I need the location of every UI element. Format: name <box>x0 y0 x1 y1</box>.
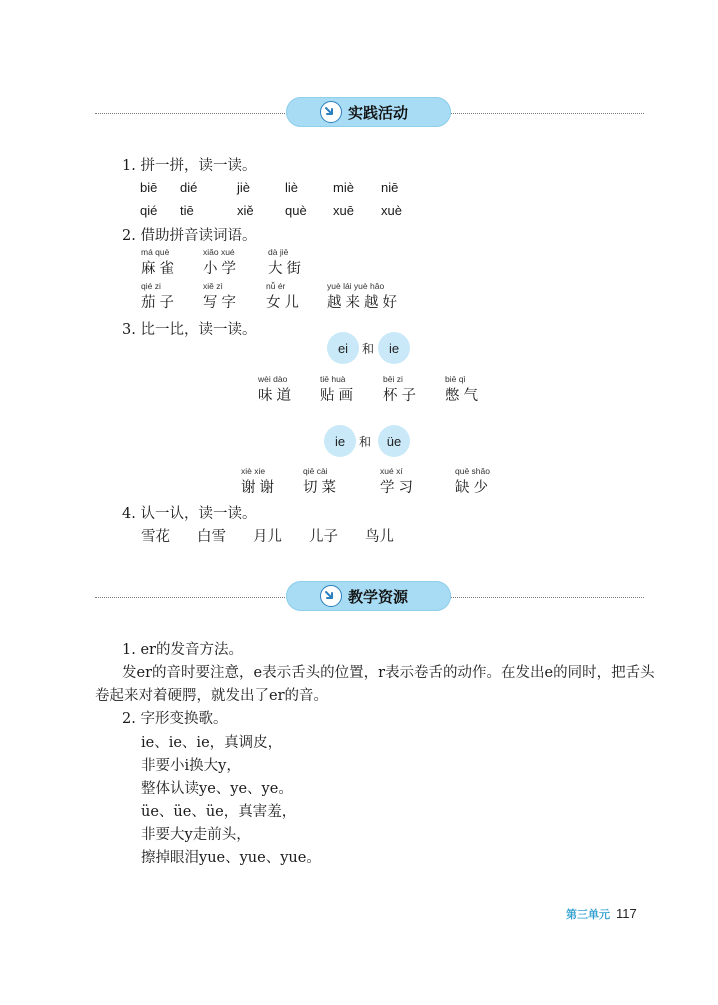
song-line: ie、ie、ie，真调皮， <box>141 735 283 751</box>
section2-banner <box>286 581 451 611</box>
word-hanzi: 杯子 <box>383 388 420 404</box>
section2-divider-right <box>450 597 644 598</box>
q1-syllable: niē <box>381 180 399 195</box>
q4-word: 儿子 <box>309 529 338 545</box>
q2-label: 2. 借助拼音读词语。 <box>122 228 257 244</box>
word-pinyin: wèi dào <box>258 374 288 384</box>
page-footer <box>566 906 637 922</box>
resource-item-1: 1. er的发音方法。 <box>122 642 243 658</box>
q3-word <box>241 466 278 497</box>
word-hanzi: 麻雀 <box>141 261 178 277</box>
q2-word <box>141 247 178 278</box>
word-pinyin: dà jiē <box>268 247 289 257</box>
q2-word <box>203 247 240 278</box>
q3-label: 3. 比一比，读一读。 <box>122 322 257 338</box>
q1-syllable: biē <box>140 180 158 195</box>
word-hanzi: 味道 <box>258 388 295 404</box>
word-pinyin: qié zi <box>141 281 161 291</box>
word-pinyin: xiě zì <box>203 281 223 291</box>
q4-word: 雪花 <box>141 529 170 545</box>
word-pinyin: xué xí <box>380 466 403 476</box>
song-line: 非要大y走前头， <box>141 827 251 843</box>
word-pinyin: quē shǎo <box>455 466 490 476</box>
word-hanzi: 谢谢 <box>241 480 278 496</box>
word-pinyin: xiè xie <box>241 466 266 476</box>
and-label: 和 <box>362 342 375 356</box>
q3-word <box>380 466 417 497</box>
q1-syllable: miè <box>333 180 354 195</box>
q4-word: 鸟儿 <box>365 529 394 545</box>
q3-word <box>320 374 357 405</box>
q3-word <box>258 374 295 405</box>
section1-divider-left <box>95 113 287 114</box>
word-hanzi: 切菜 <box>303 480 340 496</box>
q2-word <box>268 247 305 278</box>
word-hanzi: 写字 <box>203 295 240 311</box>
q1-label: 1. 拼一拼，读一读。 <box>122 158 257 174</box>
q1-syllable: liè <box>285 180 299 195</box>
word-hanzi: 女儿 <box>266 295 303 311</box>
q1-syllable: tiē <box>180 203 194 218</box>
song-line: 整体认读ye、ye、ye。 <box>141 781 293 797</box>
word-pinyin: má què <box>141 247 170 257</box>
word-hanzi: 缺少 <box>455 480 492 496</box>
page-number: 117 <box>616 906 637 921</box>
word-hanzi: 憋气 <box>445 388 482 404</box>
word-hanzi: 贴画 <box>320 388 357 404</box>
resource-item-2: 2. 字形变换歌。 <box>122 711 228 727</box>
word-pinyin: biē qì <box>445 374 466 384</box>
q1-syllable: xuè <box>381 203 402 218</box>
word-pinyin: bēi zi <box>383 374 403 384</box>
q3-word <box>445 374 482 405</box>
q3-word <box>303 466 340 497</box>
section1-divider-right <box>450 113 644 114</box>
q2-word <box>203 281 240 312</box>
word-hanzi: 小学 <box>203 261 240 277</box>
section1-title: 实践活动 <box>348 103 409 122</box>
unit-label: 第三单元 <box>566 908 610 921</box>
q1-syllable: dié <box>180 180 198 195</box>
q3-word <box>383 374 420 405</box>
q4-word: 月儿 <box>253 529 282 545</box>
q4-label: 4. 认一认，读一读。 <box>122 506 257 522</box>
q2-word <box>266 281 303 312</box>
q1-syllable: què <box>285 203 307 218</box>
q1-pinyin <box>140 203 440 219</box>
song-line: 非要小i换大y， <box>141 758 241 774</box>
word-hanzi: 学习 <box>380 480 417 496</box>
section2-title: 教学资源 <box>348 587 409 606</box>
word-pinyin: tiē huà <box>320 374 346 384</box>
q2-word <box>327 281 401 312</box>
q3-word <box>455 466 492 497</box>
q4-word: 白雪 <box>197 529 226 545</box>
q1-syllable: xiě <box>237 203 254 218</box>
song-line: üe、üe、üe，真害羞， <box>141 804 297 820</box>
q1-syllable: qié <box>140 203 158 218</box>
section1-banner <box>286 97 451 127</box>
q1-syllable: jiè <box>237 180 251 195</box>
word-pinyin: qiē cài <box>303 466 328 476</box>
vowel-bubble: ei <box>327 332 359 364</box>
and-label: 和 <box>359 435 372 449</box>
word-hanzi: 大街 <box>268 261 305 277</box>
vowel-bubble: ie <box>378 332 410 364</box>
word-pinyin: yuè lái yuè hǎo <box>327 281 385 291</box>
check-arrow-icon <box>320 101 342 123</box>
check-arrow-icon <box>320 585 342 607</box>
word-pinyin: xiǎo xué <box>203 247 235 257</box>
q2-word <box>141 281 178 312</box>
song-line: 擦掉眼泪yue、yue、yue。 <box>141 850 321 866</box>
q1-pinyin <box>140 180 440 196</box>
q1-syllable: xuē <box>333 203 354 218</box>
section2-divider-left <box>95 597 287 598</box>
vowel-bubble: üe <box>378 425 410 457</box>
resource-paragraph-line: 卷起来对着硬腭，就发出了er的音。 <box>95 688 329 704</box>
word-hanzi: 越来越好 <box>327 295 401 311</box>
word-hanzi: 茄子 <box>141 295 178 311</box>
resource-paragraph-line: 发er的音时要注意，e表示舌头的位置，r表示卷舌的动作。在发出e的同时，把舌头 <box>122 665 655 681</box>
word-pinyin: nǚ ér <box>266 281 286 291</box>
vowel-bubble: ie <box>324 425 356 457</box>
